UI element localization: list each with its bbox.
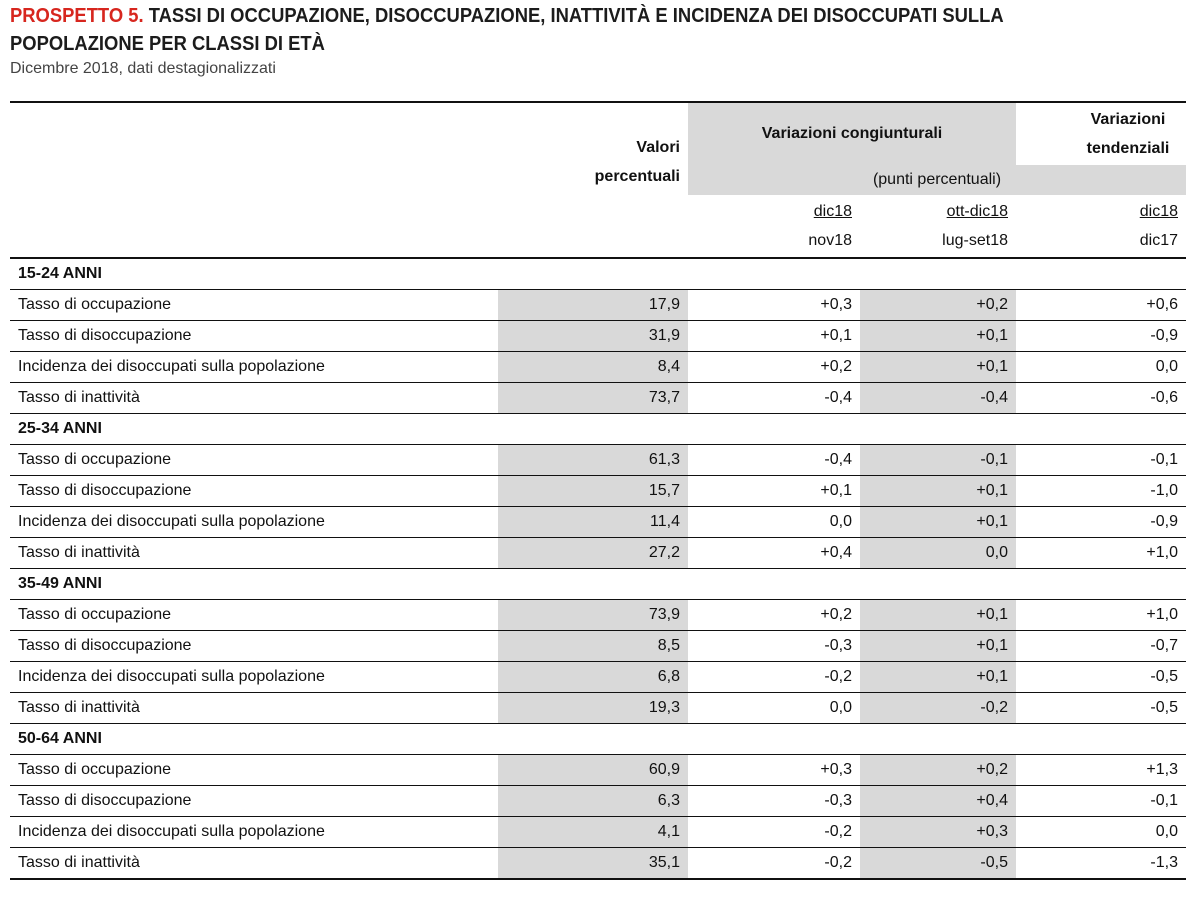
var-trimestrale-cell: 0,0 (860, 538, 1016, 569)
var-mensile-cell: +0,4 (688, 538, 860, 569)
var-tendenziale-cell: -0,9 (1016, 321, 1186, 352)
var-tendenziale-cell: -0,5 (1016, 662, 1186, 693)
row-label: Incidenza dei disoccupati sulla popolazione (10, 352, 498, 383)
var-mensile-cell: +0,3 (688, 755, 860, 786)
var-tendenziale-cell: 0,0 (1016, 352, 1186, 383)
header-variazioni-tendenziali-text: Variazioni tendenziali (1086, 111, 1170, 157)
valore-cell: 6,8 (498, 662, 688, 693)
var-tendenziale-cell: +0,6 (1016, 290, 1186, 321)
var-trimestrale-cell: +0,4 (860, 786, 1016, 817)
header-valori-text: Valori percentuali (594, 139, 680, 185)
header-valori (498, 102, 688, 195)
var-trimestrale-cell: -0,4 (860, 383, 1016, 414)
var-mensile-cell: -0,3 (688, 631, 860, 662)
table-row (10, 507, 1186, 538)
table-row (10, 476, 1186, 507)
var-tendenziale-cell: -1,0 (1016, 476, 1186, 507)
var-tendenziale-cell: -0,1 (1016, 445, 1186, 476)
var-trimestrale-cell: +0,1 (860, 600, 1016, 631)
row-label: Incidenza dei disoccupati sulla popolazione (10, 817, 498, 848)
var-tendenziale-cell: -0,6 (1016, 383, 1186, 414)
valore-cell: 73,7 (498, 383, 688, 414)
table-row (10, 321, 1186, 352)
valore-cell: 73,9 (498, 600, 688, 631)
row-label: Tasso di disoccupazione (10, 321, 498, 352)
header-units: (punti percentuali) (688, 165, 1186, 195)
var-trimestrale-cell: +0,3 (860, 817, 1016, 848)
row-label: Tasso di inattività (10, 693, 498, 724)
table-row (10, 352, 1186, 383)
var-mensile-cell: -0,4 (688, 383, 860, 414)
valore-cell: 11,4 (498, 507, 688, 538)
table-row (10, 755, 1186, 786)
var-tendenziale-cell: -0,7 (1016, 631, 1186, 662)
var-trimestrale-cell: +0,1 (860, 321, 1016, 352)
header-col1-top: dic18 (813, 203, 852, 220)
var-trimestrale-cell: +0,1 (860, 507, 1016, 538)
header-col3-top: dic18 (1139, 203, 1178, 220)
var-trimestrale-cell: +0,1 (860, 476, 1016, 507)
row-label: Tasso di disoccupazione (10, 631, 498, 662)
age-group-label: 25-34 ANNI (10, 414, 1186, 445)
var-trimestrale-cell: +0,1 (860, 662, 1016, 693)
row-label: Tasso di occupazione (10, 600, 498, 631)
row-label: Tasso di inattività (10, 538, 498, 569)
var-tendenziale-cell: +1,3 (1016, 755, 1186, 786)
valore-cell: 60,9 (498, 755, 688, 786)
var-mensile-cell: -0,4 (688, 445, 860, 476)
age-group-label: 50-64 ANNI (10, 724, 1186, 755)
var-mensile-cell: +0,2 (688, 352, 860, 383)
age-group-label: 15-24 ANNI (10, 258, 1186, 290)
var-tendenziale-cell: +1,0 (1016, 538, 1186, 569)
var-mensile-cell: +0,1 (688, 476, 860, 507)
row-label: Tasso di inattività (10, 383, 498, 414)
header-col3 (1016, 195, 1186, 258)
valore-cell: 17,9 (498, 290, 688, 321)
table-row (10, 662, 1186, 693)
header-variazioni-tendenziali (1016, 102, 1186, 165)
valore-cell: 31,9 (498, 321, 688, 352)
row-label: Incidenza dei disoccupati sulla popolazione (10, 662, 498, 693)
data-table (10, 101, 1186, 880)
table-row (10, 786, 1186, 817)
header-col3-bottom: dic17 (1139, 232, 1178, 249)
valore-cell: 4,1 (498, 817, 688, 848)
group-header-row (10, 724, 1186, 755)
var-mensile-cell: -0,2 (688, 817, 860, 848)
header-col1 (688, 195, 860, 258)
var-tendenziale-cell: +1,0 (1016, 600, 1186, 631)
var-trimestrale-cell: -0,1 (860, 445, 1016, 476)
row-label: Tasso di occupazione (10, 755, 498, 786)
valore-cell: 19,3 (498, 693, 688, 724)
var-tendenziale-cell: -0,5 (1016, 693, 1186, 724)
row-label: Tasso di inattività (10, 848, 498, 880)
row-label: Tasso di occupazione (10, 445, 498, 476)
header-col2-top: ott-dic18 (946, 203, 1008, 220)
valore-cell: 8,4 (498, 352, 688, 383)
valore-cell: 15,7 (498, 476, 688, 507)
valore-cell: 35,1 (498, 848, 688, 880)
var-mensile-cell: 0,0 (688, 693, 860, 724)
table-row (10, 848, 1186, 880)
row-label: Tasso di disoccupazione (10, 476, 498, 507)
var-mensile-cell: +0,1 (688, 321, 860, 352)
var-trimestrale-cell: -0,5 (860, 848, 1016, 880)
var-trimestrale-cell: +0,1 (860, 631, 1016, 662)
valore-cell: 61,3 (498, 445, 688, 476)
header-variazioni-congiunturali: Variazioni congiunturali (688, 102, 1016, 165)
row-label: Tasso di disoccupazione (10, 786, 498, 817)
group-header-row (10, 414, 1186, 445)
table-row (10, 445, 1186, 476)
var-mensile-cell: -0,2 (688, 848, 860, 880)
var-tendenziale-cell: -0,1 (1016, 786, 1186, 817)
header-col2 (860, 195, 1016, 258)
table-subtitle: Dicembre 2018, dati destagionalizzati (10, 60, 276, 77)
var-mensile-cell: +0,2 (688, 600, 860, 631)
table-row (10, 631, 1186, 662)
valore-cell: 6,3 (498, 786, 688, 817)
header-col2-bottom: lug-set18 (942, 232, 1008, 249)
var-trimestrale-cell: +0,2 (860, 290, 1016, 321)
valore-cell: 8,5 (498, 631, 688, 662)
table-row (10, 538, 1186, 569)
table-title-text: TASSI DI OCCUPAZIONE, DISOCCUPAZIONE, INATTIVITÀ E INCIDENZA DEI DISOCCUPATI SULLA POPOLAZIONE PER CLASSI DI ETÀ (10, 5, 1003, 55)
var-tendenziale-cell: -0,9 (1016, 507, 1186, 538)
table-row (10, 693, 1186, 724)
var-trimestrale-cell: +0,1 (860, 352, 1016, 383)
table-row (10, 383, 1186, 414)
group-header-row (10, 569, 1186, 600)
row-label: Tasso di occupazione (10, 290, 498, 321)
var-trimestrale-cell: +0,2 (860, 755, 1016, 786)
table-title (10, 2, 1100, 58)
valore-cell: 27,2 (498, 538, 688, 569)
var-trimestrale-cell: -0,2 (860, 693, 1016, 724)
age-group-label: 35-49 ANNI (10, 569, 1186, 600)
var-tendenziale-cell: 0,0 (1016, 817, 1186, 848)
group-header-row (10, 258, 1186, 290)
table-row (10, 290, 1186, 321)
row-label: Incidenza dei disoccupati sulla popolazione (10, 507, 498, 538)
table-row (10, 817, 1186, 848)
table-number: PROSPETTO 5. (10, 5, 144, 27)
var-tendenziale-cell: -1,3 (1016, 848, 1186, 880)
var-mensile-cell: -0,2 (688, 662, 860, 693)
var-mensile-cell: 0,0 (688, 507, 860, 538)
var-mensile-cell: -0,3 (688, 786, 860, 817)
table-row (10, 600, 1186, 631)
var-mensile-cell: +0,3 (688, 290, 860, 321)
header-col1-bottom: nov18 (808, 232, 852, 249)
